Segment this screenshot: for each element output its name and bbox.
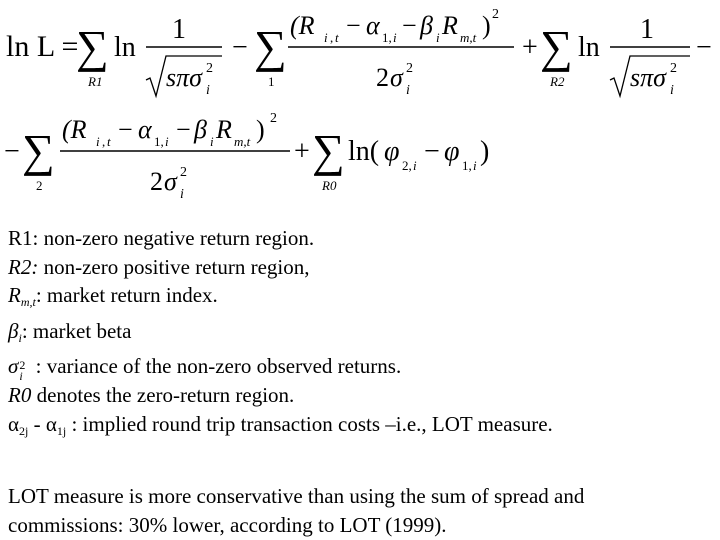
definition-r2: R2: non-zero positive return region, <box>8 254 310 279</box>
svg-text:1,: 1, <box>462 158 472 173</box>
fraction-residual-1 <box>288 7 514 98</box>
svg-text:i: i <box>393 30 397 45</box>
svg-text:2: 2 <box>180 165 187 180</box>
svg-text:i: i <box>96 134 100 149</box>
definitions-list <box>8 224 712 445</box>
svg-text:i: i <box>436 30 440 45</box>
svg-text:(R: (R <box>290 11 315 40</box>
svg-text:−: − <box>118 115 133 144</box>
sum-index-2: 2 <box>36 178 43 193</box>
svg-text:2: 2 <box>670 61 677 76</box>
sum-symbol: ∑ <box>254 21 287 72</box>
fraction-residual-2 <box>60 111 290 200</box>
svg-text:): ) <box>480 136 490 167</box>
ln-1: ln <box>114 32 136 63</box>
svg-text:t: t <box>107 134 111 149</box>
minus-2: − <box>4 136 20 167</box>
definition-beta: $\beta_i$: market beta <box>8 318 132 345</box>
svg-text:2: 2 <box>376 63 389 92</box>
definition-r0: R0 denotes the zero-return region. <box>8 382 295 407</box>
svg-text:i: i <box>670 83 674 98</box>
svg-text:2: 2 <box>270 111 277 126</box>
svg-text:i: i <box>165 134 169 149</box>
svg-text:t: t <box>335 30 339 45</box>
sum-index-1: 1 <box>268 74 275 89</box>
note-line-2: commissions: 30% lower, according to LOT (1999). <box>8 513 447 537</box>
minus-trailing: − <box>696 32 712 63</box>
svg-text:2,: 2, <box>402 158 412 173</box>
definition-lot-measure: $\alpha_{2j} - \alpha_{1j}$ : implied round trip transaction costs –i.e., LOT measure. <box>8 411 553 438</box>
ln-phi-term <box>348 136 489 173</box>
svg-text:i: i <box>206 83 210 98</box>
svg-text:2: 2 <box>206 61 213 76</box>
svg-text:β: β <box>420 11 433 40</box>
svg-text:i: i <box>413 158 417 173</box>
svg-text:i: i <box>210 134 214 149</box>
svg-text:i: i <box>473 158 477 173</box>
svg-text:R: R <box>216 115 232 144</box>
denominator-s-pi-sigma-1: sπσ <box>166 63 202 92</box>
svg-text:m,t: m,t <box>460 30 477 45</box>
svg-text:α: α <box>138 115 152 144</box>
svg-text:−: − <box>176 115 191 144</box>
svg-text:−: − <box>346 11 361 40</box>
svg-text:): ) <box>482 11 491 40</box>
note-line-1: LOT measure is more conservative than using the sum of spread and <box>8 484 585 508</box>
lhs-lnL: ln L = <box>6 30 79 63</box>
svg-text:ln(: ln( <box>348 136 380 167</box>
equation-line-1 <box>6 7 712 98</box>
svg-text:−: − <box>402 11 417 40</box>
sum-symbol: ∑ <box>76 21 109 72</box>
svg-text:φ: φ <box>444 136 460 167</box>
sum-symbol: ∑ <box>540 21 573 72</box>
sum-symbol: ∑ <box>312 125 345 176</box>
numerator-1a: 1 <box>172 14 186 45</box>
svg-text:m,t: m,t <box>234 134 251 149</box>
svg-text:σ: σ <box>390 63 403 92</box>
plus-1: + <box>522 32 538 63</box>
svg-text:α: α <box>366 11 380 40</box>
lot-note <box>8 482 712 540</box>
svg-text:2: 2 <box>492 7 499 22</box>
svg-text:1,: 1, <box>382 30 392 45</box>
svg-text:2: 2 <box>150 167 163 196</box>
definition-market-return: $R_{m,t}$: market return index. <box>8 283 218 310</box>
svg-text:,: , <box>330 30 334 45</box>
plus-2: + <box>294 136 310 167</box>
svg-text:,: , <box>102 134 106 149</box>
definition-r1: R1: non-zero negative return region. <box>8 226 315 250</box>
svg-text:φ: φ <box>384 136 400 167</box>
svg-text:σ: σ <box>164 167 177 196</box>
svg-text:i: i <box>180 187 184 200</box>
svg-text:β: β <box>194 115 207 144</box>
ln-2: ln <box>578 32 600 63</box>
svg-text:2: 2 <box>406 61 413 76</box>
sum-index-r1: R1 <box>88 74 103 89</box>
denominator-s-pi-sigma-2: sπσ <box>630 63 666 92</box>
sum-symbol: ∑ <box>22 125 55 176</box>
svg-text:1,: 1, <box>154 134 164 149</box>
svg-text:): ) <box>256 115 265 144</box>
svg-text:(R: (R <box>62 115 87 144</box>
definition-variance: σ 2 i : variance of the non-zero observed returns. <box>8 354 402 384</box>
minus-1: − <box>232 32 248 63</box>
sum-index-r0: R0 <box>322 178 337 193</box>
sum-index-r2: R2 <box>550 74 565 89</box>
log-likelihood-equation <box>0 0 720 200</box>
numerator-1b: 1 <box>640 14 654 45</box>
svg-text:−: − <box>424 136 440 167</box>
svg-text:R: R <box>442 11 458 40</box>
svg-text:i: i <box>324 30 328 45</box>
svg-text:i: i <box>406 83 410 98</box>
equation-line-2 <box>4 111 489 200</box>
